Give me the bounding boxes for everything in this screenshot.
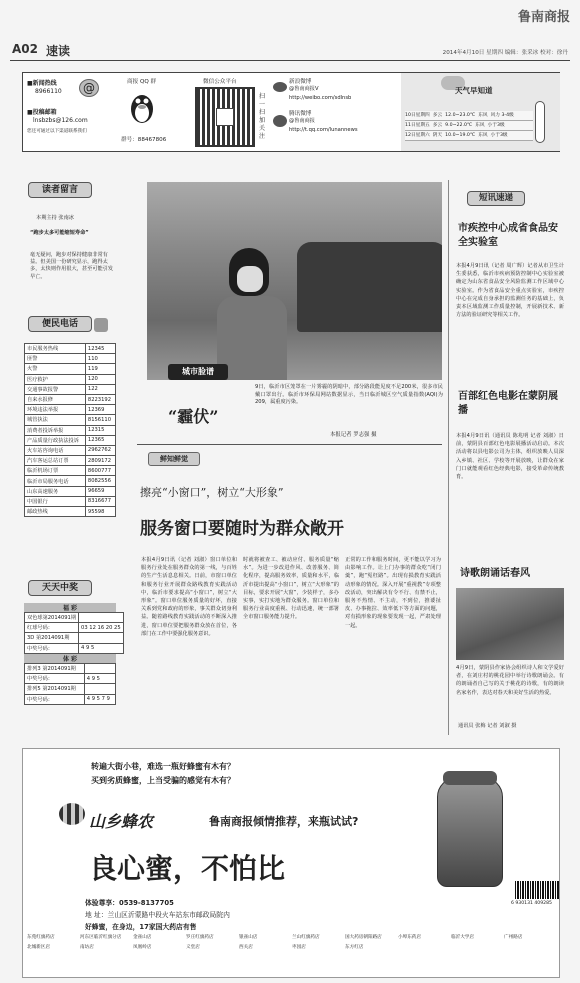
- table-cell: 中奖号码：: [25, 694, 85, 704]
- table-cell: 医疗救护: [25, 374, 86, 384]
- ad-tel: 体验尊享：0539-8137705: [85, 899, 174, 907]
- table-cell: 8223192: [85, 394, 115, 404]
- weather-wind: 东风: [478, 113, 488, 118]
- n1-headline: 市疾控中心成省食品安全实验室: [458, 223, 558, 248]
- woman-figure: [207, 242, 297, 380]
- n3-headline: 诗歌朗诵话春风: [460, 568, 530, 579]
- table-cell: 交通事故报警: [25, 384, 86, 394]
- email-note: 您还可通过以下渠道联系我们: [27, 129, 87, 134]
- email-address: lnsbzbs@126.com: [33, 117, 88, 124]
- lottery-sub1: 福 彩: [24, 603, 116, 612]
- table-row: [25, 374, 116, 384]
- lottery-title: 天天中奖: [28, 580, 92, 596]
- shop-item: 北城新区店: [27, 945, 50, 950]
- tencent-weibo-icon: [273, 115, 287, 127]
- ad-line2: 买到劣质蜂蜜，上当受骗的感觉有木有？: [91, 776, 235, 785]
- car-shape: [297, 242, 442, 332]
- wechat-label: 微信公众平台: [203, 79, 237, 85]
- table-cell: 汽车客运总站订票: [25, 456, 86, 466]
- honey-ad: [22, 748, 560, 978]
- poetry-photo: [456, 588, 564, 660]
- table-cell: 2962762: [85, 445, 115, 455]
- weather-date: 12日星期六: [405, 133, 430, 138]
- welfare-lottery-table: [24, 612, 124, 654]
- table-row: [25, 354, 116, 364]
- table-row: [25, 613, 124, 623]
- qq-label: 商报 QQ 群: [127, 79, 157, 85]
- table-cell: 山东高速服务: [25, 486, 86, 496]
- shop-item: 东方红店: [345, 945, 364, 950]
- hotline-number: 8966110: [35, 88, 62, 95]
- weather-wind: 东风: [475, 123, 485, 128]
- page-number: A02: [12, 42, 38, 56]
- paper-name: 鲁南商报: [517, 10, 570, 25]
- shop-item: 银雀山店: [239, 935, 258, 940]
- ad-slogan: 鲁南商报倾情推荐，来瓶试试?: [209, 815, 359, 828]
- shop-item: 兰山红旗药店: [292, 935, 320, 940]
- article-col2: 时就将被查工、被动应付、服务质量“缩水”。为进一步改进作风、改善服务、简化程序，提高服务效率，质量和水平，临沂市提出提高“小窗口”，树立“大形象”的目标，要求开展“大窗”，少装样子，多办实事，实打实地为群众服务。窗口单位和服务行业高度重视、行动迅速，统一部署全市窗口服务能力提升。: [243, 557, 339, 621]
- weather-title: 天气早知道: [455, 86, 493, 95]
- shop-item: 河东区临沂红旗分店: [80, 935, 122, 940]
- table-cell: 96659: [85, 486, 115, 496]
- table-cell: 95598: [85, 507, 115, 517]
- weather-weather: 多云: [432, 113, 443, 118]
- table-cell: 邮政热线: [25, 507, 86, 517]
- table-cell: 环境违法举报: [25, 405, 86, 415]
- table-cell: [84, 684, 115, 694]
- table-cell: 中奖号码：: [25, 674, 85, 684]
- table-row: [25, 694, 116, 704]
- table-cell: 城管执法: [25, 415, 86, 425]
- masthead: [0, 0, 580, 62]
- table-cell: 2809172: [85, 456, 115, 466]
- weather-row: [405, 111, 533, 121]
- sports-lottery-table: [24, 663, 116, 705]
- tencent-label: 腾讯微博: [289, 111, 312, 117]
- table-row: [25, 384, 116, 394]
- qr-logo: [216, 108, 234, 126]
- phone-table: [24, 343, 116, 517]
- sina-account: @鲁南商报V: [289, 86, 319, 92]
- shop-item: 临沂大学店: [451, 935, 474, 940]
- contact-box: [22, 72, 560, 152]
- table-cell: 12315: [85, 425, 115, 435]
- table-row: [25, 664, 116, 674]
- table-cell: 产品质量行政执法投诉: [25, 435, 86, 445]
- table-cell: 匪警: [25, 354, 86, 364]
- table-cell: 8600777: [85, 466, 115, 476]
- tencent-url[interactable]: http://t.qq.com/lunannews: [289, 127, 358, 133]
- table-cell: 12369: [85, 405, 115, 415]
- section-name: 速读: [46, 44, 71, 58]
- table-cell: 临沂机场订票: [25, 466, 86, 476]
- table-cell: 3D 第2014091期: [25, 633, 79, 643]
- table-row: [25, 476, 116, 486]
- table-row: [25, 507, 116, 517]
- article-col1: 本报4月9日讯（记者 刘淑）窗口单位和服务行业处在服务群众的第一线，与百姓的生产生活息息相关。日前，市窗口单位和服务行业开展群众路线教育实践活动中，临沂市要求提高“小窗口”，树立“大形象”。窗口单位服务质量的好坏，直接关系到党和政府的形象，事关群众切身利益。随着路线教育实践活动的不断深入推进，窗口单位要把服务群众放在首位，各部门在工作中要强化服务意识。: [141, 557, 237, 637]
- table-row: [25, 415, 116, 425]
- table-row: [25, 456, 116, 466]
- reader-title: 读者留言: [28, 182, 92, 198]
- phone-icon: [94, 318, 108, 332]
- ad-line1: 转遍大街小巷，难选一瓶好蜂蜜有木有？: [91, 762, 235, 771]
- tencent-account: @鲁南商报: [289, 118, 315, 124]
- table-cell: 消费者投诉举报: [25, 425, 86, 435]
- table-cell: 110: [85, 354, 115, 364]
- table-row: [25, 435, 116, 445]
- weather-wind: 东风: [478, 133, 488, 138]
- table-row: [25, 445, 116, 455]
- shop-item: 义堂店: [186, 945, 200, 950]
- weather-date: 10日星期四: [405, 113, 430, 118]
- table-row: [25, 674, 116, 684]
- weather-weather: 多云: [432, 123, 443, 128]
- email-label: ■投稿邮箱: [27, 109, 57, 116]
- shop-item: 国大药房朝阳路店: [345, 935, 382, 940]
- table-cell: 排列5 第2014091期: [25, 684, 85, 694]
- table-cell: 市民服务热线: [25, 344, 86, 354]
- barcode-number: 6 930131 409285: [511, 901, 552, 906]
- photo-credit: 本报记者 罗志强 摄: [330, 432, 377, 438]
- table-cell: 红球号码：: [25, 623, 79, 633]
- lottery-sub2: 体 彩: [24, 654, 116, 663]
- weather-weather: 阴天: [432, 133, 443, 138]
- table-row: [25, 425, 116, 435]
- table-row: [25, 364, 116, 374]
- feature-photo: [147, 182, 442, 380]
- bee-icon: [59, 803, 85, 825]
- weather-row: [405, 121, 533, 131]
- table-cell: 120: [85, 374, 115, 384]
- honey-jar-lid: [443, 771, 497, 785]
- weather-temp: 9.0~22.0℃: [445, 123, 473, 128]
- n3-credit: 通讯员 张梅 记者 刘淑 摄: [458, 723, 517, 729]
- table-cell: 临沂市局服务电话: [25, 476, 86, 486]
- table-cell: 中奖号码：: [25, 643, 79, 653]
- weather-temp: 12.0~23.0℃: [445, 113, 476, 118]
- weather-panel: [401, 73, 560, 151]
- photo-badge: 城市脸谱: [168, 364, 228, 380]
- article-headline: 服务窗口要随时为群众敞开: [140, 519, 344, 539]
- table-cell: 8316677: [85, 496, 115, 506]
- table-cell: 自来水报修: [25, 394, 86, 404]
- shop-list: [27, 934, 557, 976]
- table-row: [25, 405, 116, 415]
- article-kicker: 鲜知鲜觉: [148, 452, 200, 466]
- table-cell: [79, 633, 124, 643]
- date-line: 2014年4月10日 星期四 编辑：张采冰 校对：徐丹: [442, 50, 568, 56]
- weather-level: 小于3级: [487, 123, 505, 128]
- honey-jar-image: [437, 777, 503, 887]
- weather-rows: [405, 111, 533, 141]
- barcode: [515, 881, 559, 899]
- table-cell: 中国银行: [25, 496, 86, 506]
- ad-brand: 山乡蜂农: [89, 812, 154, 831]
- shop-item: 广州路店: [504, 935, 523, 940]
- shop-item: 东苑红旗药店: [27, 935, 55, 940]
- shop-item: 南坊店: [80, 945, 94, 950]
- n2-headline: 百部红色电影在蒙阴展播: [458, 391, 558, 416]
- ad-big-slogan: 良心蜜，不怕比: [89, 852, 286, 885]
- thermometer-icon: [535, 101, 545, 143]
- table-cell: 火车站咨询电话: [25, 445, 86, 455]
- table-cell: 122: [85, 384, 115, 394]
- sina-url[interactable]: http://weibo.com/sdlnsb: [289, 95, 352, 101]
- qq-penguin-icon: [129, 89, 155, 125]
- shop-item: 凤凰岭店: [133, 945, 152, 950]
- table-cell: 双色球第2014091期: [25, 613, 79, 623]
- table-cell: 4 9 5 7 9: [84, 694, 115, 704]
- table-row: [25, 643, 124, 653]
- hotline-title: 便民电话: [28, 316, 92, 332]
- table-row: [25, 496, 116, 506]
- table-cell: 03 12 16 20 25: [79, 623, 124, 633]
- weather-temp: 10.0~19.0℃: [445, 133, 476, 138]
- sina-weibo-icon: [273, 82, 287, 92]
- reader-quote: “跑步太多可能缩短寿命”: [30, 230, 89, 236]
- table-row: [25, 394, 116, 404]
- table-row: [25, 684, 116, 694]
- sidebar: [22, 180, 121, 735]
- shop-item: 枣园店: [292, 945, 306, 950]
- n3-body: 4月9日，蒙阴县作家协会组织诗人和文学爱好者，在刘庄村的桃花园中举行诗歌朗诵会。有的朗诵者自己写的关于桃花的诗歌，有的朗读名家名作，表达对春天和美好生活的热爱。: [456, 665, 564, 696]
- table-cell: 4 9 5: [84, 674, 115, 684]
- at-icon: @: [79, 79, 99, 97]
- scan-text: 扫一扫 加关注: [259, 93, 266, 140]
- table-cell: 排列3 第2014091期: [25, 664, 85, 674]
- shop-item: 金雀山店: [133, 935, 152, 940]
- ad-address: 地 址：兰山区沂蒙路中段火车站东市邮政局院内: [85, 911, 230, 919]
- table-cell: 119: [85, 364, 115, 374]
- table-cell: [84, 664, 115, 674]
- qq-number: 群号：88467806: [121, 137, 167, 143]
- weather-level: 风力 3-4级: [490, 113, 514, 118]
- hotline-label: ■新闻热线: [27, 80, 57, 87]
- table-row: [25, 344, 116, 354]
- n1-body: 本报4月9日讯（记者 周广辉）记者从市卫生计生委获悉，临沂市疾病预防控制中心实验室被确定为山东省食品安全风险监测工作区域中心实验室。作为省食品安全重点实验室，市疾控中心在完成自身承担的监测任务的基础上，负责本区域监测工作质量控制，开展新技术、新方法的验证研究等相关工作。: [456, 263, 564, 319]
- feature-headline: “霾伏”: [168, 407, 219, 426]
- table-row: [25, 633, 124, 643]
- article-subhead: 擦亮“小窗口”，树立“大形象”: [140, 486, 284, 499]
- sina-label: 新浪微博: [289, 79, 312, 85]
- reader-text: 毫无疑问，跑步对保持健康非常有益。但美国一份研究显示，跑得太多，太快则作用很大，甚至可能引发早亡。: [30, 252, 114, 280]
- table-cell: 8156110: [85, 415, 115, 425]
- shop-item: 小埠东药店: [398, 935, 421, 940]
- shop-item: 西关店: [239, 945, 253, 950]
- table-cell: [79, 613, 124, 623]
- table-row: [25, 486, 116, 496]
- table-cell: 12365: [85, 435, 115, 445]
- reader-host: 本期主持 张南冰: [36, 215, 74, 221]
- table-cell: 12345: [85, 344, 115, 354]
- table-cell: 4 9 5: [79, 643, 124, 653]
- ad-shop-intro: 好蜂蜜，在身边，17家国大药店有售: [85, 923, 197, 931]
- weather-level: 小于3级: [490, 133, 508, 138]
- table-row: [25, 623, 124, 633]
- photo-caption: 9日，临沂市区笼罩在一片雾霾的阴暗中，部分路段能见度不足200米，很多市民戴口罩出行。临沂市环保局网站数据显示，当日临沂城区空气质量指数(AQI)为209，属重度污染。: [255, 384, 443, 406]
- table-cell: 8082556: [85, 476, 115, 486]
- news-title: 短讯速递: [467, 191, 525, 206]
- shop-item: 罗庄红旗药店: [186, 935, 214, 940]
- table-row: [25, 466, 116, 476]
- weather-date: 11日星期五: [405, 123, 430, 128]
- article-col3: 正常的工作和服务时间，更不能以学习为由影响工作。让上门办事的群众吃“闭门羹”，跑“冤枉路”。出现有损教育实践活动形象的情况。深入开展“重视教”专项整改活动，突出解决有令不行、有禁不止，服务不热情、不主动，不到位，推诿扯皮、办事拖拉、效率低下等方面的问题，对有损形象的现象要发现一起，严肃处理一起。: [345, 557, 441, 629]
- n2-body: 本报4月9日讯（通讯员 陈兆明 记者 刘淑）日前，蒙阴县百部红色电影展播活动启动。本次活动将以县电影公司为主体，组织放映人员深入乡镇、社区、学校等开展放映，让群众在家门口就能观看红色经典电影，接受革命传统教育。: [456, 433, 564, 481]
- table-cell: 火警: [25, 364, 86, 374]
- weather-row: [405, 131, 533, 141]
